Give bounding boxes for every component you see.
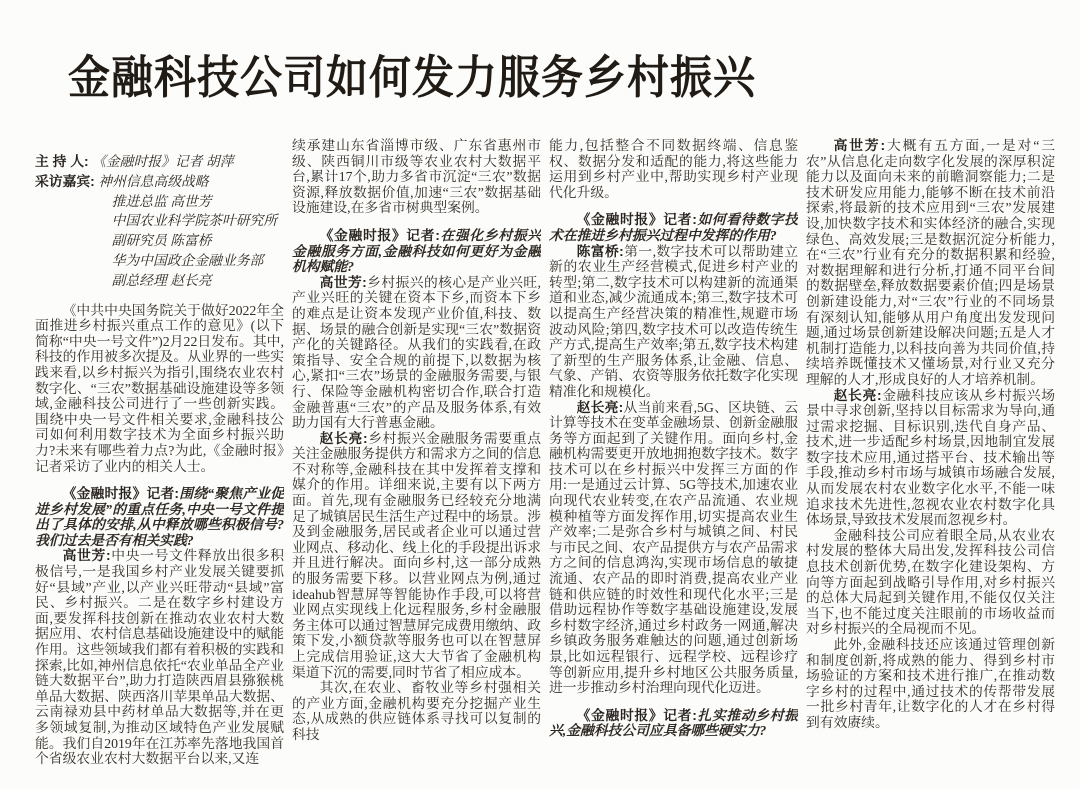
participant-role-label: 主 持 人: (35, 154, 89, 169)
column-3 (549, 138, 798, 786)
paragraph-text: 续承建山东省淄博市级、广东省惠州市级、陕西铜川市级等农业农村大数据平台,累计17个,助力多省市沉淀“三农”数据资源,释放数据价值,加速“三农”数据基础设施建设,在多省市树典型案例。 (292, 138, 541, 216)
participant-name: 《金融时报》记者 胡萍 (92, 154, 234, 169)
reporter-label: 《金融时报》记者: (319, 227, 440, 243)
participant-role-label: 采访嘉宾: (35, 173, 95, 189)
body-paragraph (806, 637, 1055, 731)
speaker-answer (806, 388, 1055, 528)
participant-line (35, 231, 284, 251)
question-text: 围绕“聚焦产业促进乡村发展”的重点任务,中央一号文件提出了具体的安排,从中释放哪些积极信号?我们过去是否有相关实践? (35, 486, 284, 548)
participant-name: 推进总监 高世芳 (111, 193, 212, 209)
reporter-label: 《金融时报》记者: (576, 212, 697, 228)
answer-text: 乡村振兴的核心是产业兴旺,产业兴旺的关键在资本下乡,而资本下乡的难点是让资本发现产业价值,科技、数据、场景的融合创新是实现“三农”数据资产化的关键路径。从我们的实践看,在政策指导、安全合规的前提下,以数据为核心,紧扣“三农”场景的金融服务需要,与银行、保险等金融机构密切合作,联合打造金融普惠“三农”的产品及服务体系,有效助力国有大行普惠金融。 (292, 274, 541, 431)
answer-text: 从当前来看,5G、区块链、云计算等技术在变革金融场景、创新金融服务等方面起到了关键作用。面向乡村,金融机构需要更开放地拥抱数字技术。数字技术可以在乡村振兴中发挥三方面的作用:一是通过云计算、5G等技术,加速农业向现代农业转变,在农产品流通、农业规模种植等方面发挥作用,切实提高农业生产效率;二是弥合乡村与城镇之间、村民与市民之间、农产品提供方与农产品需求方之间的信息鸿沟,实现市场信息的敏捷流通、农产品的即时消费,提高农业产业链和供应链的时效性和现代化水平;三是借助远程协作等数字基础设施建设,发展乡村数字经济,通过乡村政务一网通,解决乡镇政务服务难触达的问题,通过创新场景,比如远程银行、远程学校、远程诊疗等创新应用,提升乡村地区公共服务质量,进一步推动乡村治理向现代化迈进。 (549, 399, 798, 696)
participant-name: 中国农业科学院茶叶研究所 (111, 213, 278, 229)
column-3-paragraphs (549, 138, 798, 739)
paragraph-text: 能力,包括整合不同数据终端、信息鉴权、数据分发和适配的能力,将这些能力运用到乡村产业中,帮助实现乡村产业现代化升级。 (549, 138, 798, 200)
paragraph-text: 此外,金融科技还应该通过管理创新和制度创新,将成熟的能力、得到乡村市场验证的方案和技术进行推广,在推动数字乡村的过程中,通过技术的传帮带发展一批乡村青年,让数字化的人才在乡村得到有效赓续。 (806, 637, 1055, 730)
speaker-answer (292, 275, 541, 431)
reporter-question (35, 486, 284, 548)
participant-name: 副总经理 赵长亮 (111, 272, 212, 288)
answer-text: 第一,数字技术可以帮助建立新的农业生产经营模式,促进乡村产业的转型;第二,数字技术可以构建新的流通渠道和业态,减少流通成本;第三,数字技术可以提高生产经营决策的精准性,规避市场波动风险;第四,数字技术可以改造传统生产方式,提高生产效率;第五,数字技术构建了新型的生产服务体系,让金融、信息、气象、产销、农资等服务依托数字化实现精准化和规模化。 (549, 243, 798, 399)
question-text: 如何看待数字技术在推进乡村振兴过程中发挥的作用? (549, 212, 798, 243)
reporter-label: 《金融时报》记者: (62, 486, 180, 502)
continued-paragraph (549, 138, 798, 200)
speaker-name: 赵长亮: (833, 387, 882, 403)
reporter-question (292, 228, 541, 275)
speaker-name: 赵长亮: (319, 430, 368, 446)
paragraph-text: 金融科技公司应着眼全局,从农业农村发展的整体大局出发,发挥科技公司信息技术创新优势,在数字化建设架构、方向等方面起到战略引导作用,对乡村振兴的总体大局起到关键作用,不能仅仅关注当下,也不能过度关注眼前的市场收益而对乡村振兴的全局视而不见。 (806, 527, 1055, 637)
participant-line (35, 211, 284, 231)
continued-paragraph (292, 138, 541, 216)
body-paragraph (806, 528, 1055, 637)
participant-name: 华为中国政企金融业务部 (111, 252, 264, 268)
speaker-name: 陈富桥: (576, 243, 624, 259)
column-2-paragraphs (292, 138, 541, 743)
speaker-name: 高世芳: (319, 274, 367, 290)
participant-name: 神州信息高级战略 (98, 173, 209, 189)
column-1 (35, 138, 284, 786)
speaker-answer (806, 138, 1055, 388)
question-text: 扎实推动乡村振兴,金融科技公司应具备哪些硬实力? (549, 707, 798, 739)
answer-text: 大概有五方面,一是对“三农”从信息化走向数字化发展的深厚积淀能力以及面向未来的前瞻洞察能力;二是技术研发应用能力,能够不断在技术前沿探索,将最新的技术应用到“三农”发展建设,加快数字技术和实体经济的融合,实现绿色、高效发展;三是数据沉淀分析能力,在“三农”行业有充分的数据积累和经验,对数据理解和进行分析,打通不同平台间的数据壁垒,释放数据要素价值;四是场景创新建设能力,对“三农”行业的不同场景有深刻认知,能够从用户角度出发发现问题,通过场景创新建设解决问题;五是人才机制打造能力,以科技向善为共同价值,持续培养既懂技术又懂场景,对行业又充分理解的人才,形成良好的人才培养机制。 (806, 138, 1055, 387)
interview-participants (35, 152, 284, 291)
reporter-question (549, 708, 798, 739)
speaker-answer (549, 244, 798, 400)
column-4 (806, 138, 1055, 786)
body-paragraph (292, 680, 541, 742)
body-paragraph (35, 303, 284, 475)
answer-text: 乡村振兴金融服务需要重点关注金融服务提供方和需求方之间的信息不对称等,金融科技在其中发挥着支撑和媒介的作用。详细来说,主要有以下两方面。首先,现有金融服务已经较充分地满足了城镇居民生活生产过程中的场景。涉及到金融服务,居民或者企业可以通过营业网点、移动化、线上化的手段提出诉求并且进行解决。面向乡村,这一部分成熟的服务需要下移。以营业网点为例,通过ideahub智慧屏等智能协作手段,可以将营业网点实现线上化远程服务,乡村金融服务主体可以通过智慧屏完成费用缴纳、政策下发,小额贷款等服务也可以在智慧屏上完成信用验证,这大大节省了金融机构渠道下沉的需要,同时节省了相应成本。 (292, 430, 541, 680)
participant-line (35, 251, 284, 271)
speaker-name: 高世芳: (62, 548, 111, 564)
paragraph-text: 其次,在农业、畜牧业等乡村强相关的产业方面,金融机构要充分挖掘产业生态,从成熟的供应链体系寻找可以复制的科技 (292, 680, 541, 742)
article-headline: 金融科技公司如何发力服务乡村振兴 (68, 53, 757, 104)
speaker-name: 赵长亮: (576, 399, 624, 415)
question-text: 在强化乡村振兴金融服务方面,金融科技如何更好为金融机构赋能? (292, 227, 541, 275)
participant-line (35, 152, 284, 172)
participant-line (35, 271, 284, 291)
column-2 (292, 138, 541, 786)
article-body (35, 138, 1055, 786)
speaker-answer (292, 431, 541, 681)
participant-line (35, 172, 284, 192)
column-1-paragraphs (35, 303, 284, 767)
answer-text: 中央一号文件释放出很多积极信号,一是我国乡村产业发展关键要抓好“县域”产业,以产业兴旺带动“县域”富民、乡村振兴。二是在数字乡村建设方面,要发挥科技创新在推动农业农村大数据应用、农村信息基础设施建设中的赋能作用。这些领域我们都有着积极的实践和探索,比如,神州信息依托“农业单品全产业链大数据平台”,助力打造陕西眉县猕猴桃单品大数据、陕西洛川苹果单品大数据、云南禄劝县中药材单品大数据等,并在更多领域复制,为推动区域特色产业发展赋能。我们自2019年在江苏率先落地我国首个省级农业农村大数据平台以来,又连 (35, 548, 284, 767)
speaker-answer (35, 548, 284, 766)
speaker-answer (549, 400, 798, 696)
reporter-label: 《金融时报》记者: (576, 707, 697, 723)
answer-text: 金融科技应该从乡村振兴场景中寻求创新,坚持以目标需求为导向,通过需求挖掘、目标识别,迭代自身产品、技术,进一步适配乡村场景,因地制宜发展数字技术应用,通过搭平台、技术输出等手段,推动乡村市场与城镇市场融合发展,从而发展农村农业数字化水平,不能一味追求技术先进性,忽视农业农村数字化具体场景,导致技术发展而忽视乡村。 (806, 387, 1055, 528)
participant-name: 副研究员 陈富桥 (111, 233, 212, 249)
speaker-name: 高世芳: (833, 138, 886, 153)
reporter-question (549, 212, 798, 243)
participant-line (35, 192, 284, 212)
paragraph-text: 《中共中央国务院关于做好2022年全面推进乡村振兴重点工作的意见》(以下简称“中央一号文件”)2月22日发布。其中,科技的作用被多次提及。从业界的一些实践来看,以乡村振兴为指引,围绕农业农村数字化、“三农”数据基础设施建设等多领域,金融科技公司进行了一些创新实践。围绕中央一号文件相关要求,金融科技公司如何利用数字技术为全面乡村振兴助力?未来有哪些着力点?为此,《金融时报》记者采访了业内的相关人士。 (35, 302, 284, 474)
column-4-paragraphs (806, 138, 1055, 731)
